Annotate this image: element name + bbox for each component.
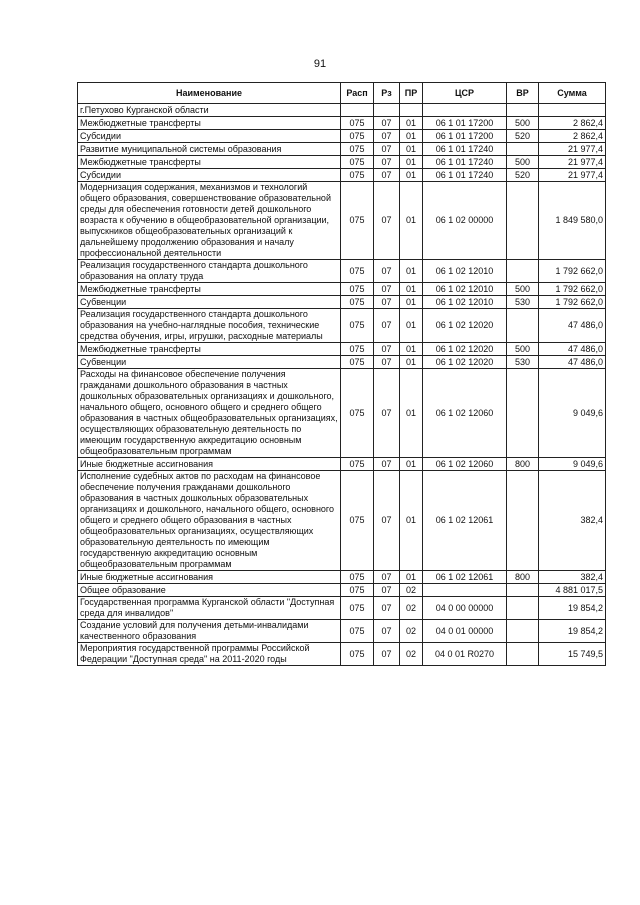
- header-csr: ЦСР: [423, 83, 507, 104]
- cell-vr: 500: [507, 343, 539, 356]
- cell-csr: 06 1 02 12061: [423, 471, 507, 571]
- cell-vr: [507, 597, 539, 620]
- cell-csr: 04 0 01 R0270: [423, 643, 507, 666]
- table-row: [78, 597, 606, 620]
- cell-vr: 500: [507, 156, 539, 169]
- cell-vr: 800: [507, 458, 539, 471]
- cell-name: Межбюджетные трансферты: [78, 343, 341, 356]
- cell-rasp: 075: [341, 620, 374, 643]
- cell-name: Реализация государственного стандарта дошкольного образования на оплату труда: [78, 260, 341, 283]
- table-row: [78, 156, 606, 169]
- cell-sum: 21 977,4: [539, 169, 606, 182]
- cell-csr: 06 1 02 00000: [423, 182, 507, 260]
- table-row: [78, 182, 606, 260]
- cell-csr: 06 1 02 12010: [423, 260, 507, 283]
- cell-rz: 07: [374, 620, 400, 643]
- cell-rasp: 075: [341, 117, 374, 130]
- cell-sum: 47 486,0: [539, 356, 606, 369]
- cell-rasp: 075: [341, 309, 374, 343]
- cell-rz: 07: [374, 458, 400, 471]
- table-row: [78, 571, 606, 584]
- table-row: [78, 471, 606, 571]
- cell-name: Расходы на финансовое обеспечение получения гражданами дошкольного образования в частных дошкольных образовательных организациях и дошкольного, начального общего, основного общего и среднего общего образования в частных общеобразовательных организациях, осуществляющих образовательную деятельность по имеющим государственную аккредитацию основным общеобразовательным программам: [78, 369, 341, 458]
- cell-name: Общее образование: [78, 584, 341, 597]
- cell-rz: [374, 104, 400, 117]
- cell-vr: 500: [507, 283, 539, 296]
- cell-sum: 4 881 017,5: [539, 584, 606, 597]
- table-row: [78, 117, 606, 130]
- cell-csr: 06 1 01 17240: [423, 143, 507, 156]
- cell-name: Межбюджетные трансферты: [78, 156, 341, 169]
- cell-csr: [423, 104, 507, 117]
- cell-csr: 06 1 02 12020: [423, 309, 507, 343]
- cell-rz: 07: [374, 356, 400, 369]
- cell-pr: 01: [400, 471, 423, 571]
- cell-pr: 02: [400, 584, 423, 597]
- table-row: [78, 584, 606, 597]
- cell-name: г.Петухово Курганской области: [78, 104, 341, 117]
- header-name: Наименование: [78, 83, 341, 104]
- cell-rz: 07: [374, 584, 400, 597]
- cell-name: Иные бюджетные ассигнования: [78, 458, 341, 471]
- cell-pr: 01: [400, 356, 423, 369]
- cell-pr: 01: [400, 283, 423, 296]
- cell-name: Межбюджетные трансферты: [78, 117, 341, 130]
- cell-csr: 04 0 00 00000: [423, 597, 507, 620]
- table-header-row: [78, 83, 606, 104]
- cell-sum: 19 854,2: [539, 597, 606, 620]
- cell-vr: [507, 369, 539, 458]
- cell-vr: [507, 182, 539, 260]
- cell-rz: 07: [374, 369, 400, 458]
- table-row: [78, 356, 606, 369]
- table-row: [78, 169, 606, 182]
- table-row: [78, 369, 606, 458]
- cell-rasp: 075: [341, 471, 374, 571]
- cell-rz: 07: [374, 643, 400, 666]
- page-number: 91: [313, 58, 327, 70]
- cell-rasp: 075: [341, 369, 374, 458]
- cell-name: Развитие муниципальной системы образования: [78, 143, 341, 156]
- cell-pr: 01: [400, 309, 423, 343]
- cell-pr: 02: [400, 643, 423, 666]
- cell-sum: 2 862,4: [539, 130, 606, 143]
- cell-vr: [507, 584, 539, 597]
- cell-pr: 01: [400, 117, 423, 130]
- table-row: [78, 260, 606, 283]
- cell-name: Субвенции: [78, 296, 341, 309]
- cell-sum: 382,4: [539, 471, 606, 571]
- cell-pr: 01: [400, 260, 423, 283]
- cell-vr: 520: [507, 130, 539, 143]
- cell-sum: 1 792 662,0: [539, 283, 606, 296]
- cell-name: Субсидии: [78, 169, 341, 182]
- cell-rasp: 075: [341, 643, 374, 666]
- cell-csr: 04 0 01 00000: [423, 620, 507, 643]
- cell-rasp: 075: [341, 260, 374, 283]
- cell-csr: 06 1 01 17240: [423, 169, 507, 182]
- cell-sum: 47 486,0: [539, 343, 606, 356]
- cell-rasp: 075: [341, 169, 374, 182]
- cell-name: Межбюджетные трансферты: [78, 283, 341, 296]
- cell-csr: 06 1 02 12010: [423, 283, 507, 296]
- cell-rz: 07: [374, 182, 400, 260]
- cell-rasp: 075: [341, 584, 374, 597]
- cell-vr: [507, 104, 539, 117]
- cell-name: Иные бюджетные ассигнования: [78, 571, 341, 584]
- cell-vr: 530: [507, 356, 539, 369]
- cell-pr: 01: [400, 458, 423, 471]
- cell-name: Субсидии: [78, 130, 341, 143]
- cell-rz: 07: [374, 471, 400, 571]
- cell-sum: 382,4: [539, 571, 606, 584]
- table-row: [78, 343, 606, 356]
- table-row: [78, 296, 606, 309]
- cell-csr: 06 1 01 17200: [423, 130, 507, 143]
- cell-sum: 9 049,6: [539, 369, 606, 458]
- table-row: [78, 143, 606, 156]
- cell-name: Модернизация содержания, механизмов и технологий общего образования, совершенствование образовательной среды для обеспечения готовности детей дошкольного возраста к обучению в общеобразовательной организации, выпускников общеобразовательных организаций к дальнейшему продолжению образования и началу профессиональной деятельности: [78, 182, 341, 260]
- table-row: [78, 620, 606, 643]
- cell-sum: 47 486,0: [539, 309, 606, 343]
- cell-pr: 01: [400, 296, 423, 309]
- cell-rz: 07: [374, 597, 400, 620]
- table-row: [78, 130, 606, 143]
- cell-csr: 06 1 02 12061: [423, 571, 507, 584]
- cell-rz: 07: [374, 283, 400, 296]
- cell-rasp: 075: [341, 571, 374, 584]
- cell-rasp: 075: [341, 458, 374, 471]
- cell-vr: 800: [507, 571, 539, 584]
- cell-sum: 2 862,4: [539, 117, 606, 130]
- cell-pr: 02: [400, 620, 423, 643]
- cell-sum: 1 849 580,0: [539, 182, 606, 260]
- header-rasp: Расп: [341, 83, 374, 104]
- cell-vr: 520: [507, 169, 539, 182]
- cell-csr: 06 1 02 12010: [423, 296, 507, 309]
- cell-pr: 02: [400, 597, 423, 620]
- cell-pr: 01: [400, 143, 423, 156]
- table-row: [78, 458, 606, 471]
- cell-rz: 07: [374, 296, 400, 309]
- cell-name: Исполнение судебных актов по расходам на финансовое обеспечение получения гражданами дошкольного образования в частных дошкольных образовательных организациях и дошкольного, начального общего, основного общего и среднего общего образования в частных общеобразовательных организациях, осуществляющих образовательную деятельность по имеющим государственную аккредитацию основным общеобразовательным программам: [78, 471, 341, 571]
- cell-name: Субвенции: [78, 356, 341, 369]
- header-pr: ПР: [400, 83, 423, 104]
- cell-csr: [423, 584, 507, 597]
- cell-pr: [400, 104, 423, 117]
- cell-name: Реализация государственного стандарта дошкольного образования на учебно-наглядные пособия, технические средства обучения, игры, игрушки, расходные материалы: [78, 309, 341, 343]
- cell-vr: [507, 309, 539, 343]
- cell-vr: 530: [507, 296, 539, 309]
- cell-vr: [507, 143, 539, 156]
- cell-sum: 21 977,4: [539, 143, 606, 156]
- cell-rasp: 075: [341, 356, 374, 369]
- cell-csr: 06 1 01 17200: [423, 117, 507, 130]
- cell-rasp: 075: [341, 182, 374, 260]
- budget-table: [77, 82, 606, 666]
- cell-csr: 06 1 02 12060: [423, 458, 507, 471]
- cell-pr: 01: [400, 343, 423, 356]
- cell-sum: 15 749,5: [539, 643, 606, 666]
- cell-sum: 19 854,2: [539, 620, 606, 643]
- cell-name: Создание условий для получения детьми-инвалидами качественного образования: [78, 620, 341, 643]
- cell-rz: 07: [374, 169, 400, 182]
- cell-sum: [539, 104, 606, 117]
- cell-rz: 07: [374, 571, 400, 584]
- cell-pr: 01: [400, 169, 423, 182]
- cell-name: Государственная программа Курганской области "Доступная среда для инвалидов": [78, 597, 341, 620]
- table-row: [78, 283, 606, 296]
- cell-sum: 9 049,6: [539, 458, 606, 471]
- header-sum: Сумма: [539, 83, 606, 104]
- cell-vr: 500: [507, 117, 539, 130]
- table-row: [78, 104, 606, 117]
- cell-rasp: 075: [341, 156, 374, 169]
- cell-csr: 06 1 02 12020: [423, 356, 507, 369]
- cell-pr: 01: [400, 130, 423, 143]
- cell-rasp: 075: [341, 143, 374, 156]
- cell-rasp: 075: [341, 597, 374, 620]
- cell-rz: 07: [374, 117, 400, 130]
- table-row: [78, 643, 606, 666]
- header-rz: Рз: [374, 83, 400, 104]
- header-vr: ВР: [507, 83, 539, 104]
- cell-rz: 07: [374, 343, 400, 356]
- cell-vr: [507, 620, 539, 643]
- cell-rasp: 075: [341, 130, 374, 143]
- cell-pr: 01: [400, 369, 423, 458]
- cell-vr: [507, 471, 539, 571]
- cell-rz: 07: [374, 143, 400, 156]
- cell-sum: 21 977,4: [539, 156, 606, 169]
- cell-rz: 07: [374, 130, 400, 143]
- cell-name: Мероприятия государственной программы Российской Федерации "Доступная среда" на 2011-2020 годы: [78, 643, 341, 666]
- cell-rz: 07: [374, 309, 400, 343]
- cell-rasp: 075: [341, 343, 374, 356]
- cell-pr: 01: [400, 571, 423, 584]
- cell-pr: 01: [400, 182, 423, 260]
- cell-vr: [507, 260, 539, 283]
- cell-rasp: 075: [341, 283, 374, 296]
- cell-rz: 07: [374, 260, 400, 283]
- cell-rasp: [341, 104, 374, 117]
- cell-csr: 06 1 01 17240: [423, 156, 507, 169]
- cell-pr: 01: [400, 156, 423, 169]
- table-row: [78, 309, 606, 343]
- cell-csr: 06 1 02 12020: [423, 343, 507, 356]
- cell-rz: 07: [374, 156, 400, 169]
- cell-rasp: 075: [341, 296, 374, 309]
- cell-sum: 1 792 662,0: [539, 296, 606, 309]
- cell-sum: 1 792 662,0: [539, 260, 606, 283]
- cell-csr: 06 1 02 12060: [423, 369, 507, 458]
- cell-vr: [507, 643, 539, 666]
